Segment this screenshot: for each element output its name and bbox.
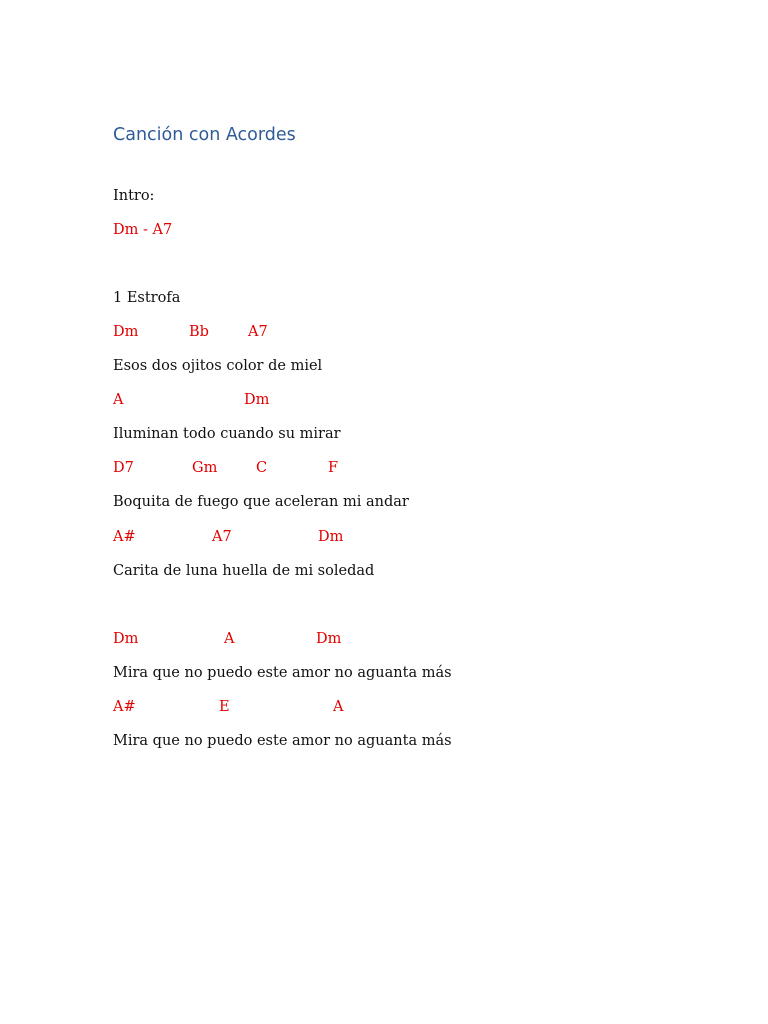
lyric-line: Mira que no puedo este amor no aguanta más: [113, 733, 452, 749]
chord: Bb: [189, 324, 209, 340]
lyric-line: Mira que no puedo este amor no aguanta más: [113, 665, 452, 681]
intro-chords: Dm - A7: [113, 222, 173, 238]
chord: A7: [212, 529, 232, 545]
chord: A: [113, 392, 124, 408]
verse-label: 1 Estrofa: [113, 290, 181, 306]
chord: Dm: [113, 324, 139, 340]
intro-label: Intro:: [113, 188, 155, 204]
chord: D7: [113, 460, 134, 476]
chord: A#: [113, 699, 136, 715]
page-title: Canción con Acordes: [113, 125, 296, 145]
chord: Dm: [113, 631, 139, 647]
chord: C: [256, 460, 268, 476]
chord: Dm: [318, 529, 344, 545]
chord: A: [224, 631, 235, 647]
chord: F: [328, 460, 339, 476]
chord: Dm: [244, 392, 270, 408]
lyric-line: Esos dos ojitos color de miel: [113, 358, 323, 374]
chord: A#: [113, 529, 136, 545]
chord: E: [219, 699, 230, 715]
chord: Gm: [192, 460, 218, 476]
lyric-line: Iluminan todo cuando su mirar: [113, 426, 341, 442]
lyric-line: Boquita de fuego que aceleran mi andar: [113, 494, 409, 510]
chord: A: [333, 699, 344, 715]
chord: A7: [248, 324, 268, 340]
lyric-line: Carita de luna huella de mi soledad: [113, 563, 375, 579]
chord: Dm: [316, 631, 342, 647]
